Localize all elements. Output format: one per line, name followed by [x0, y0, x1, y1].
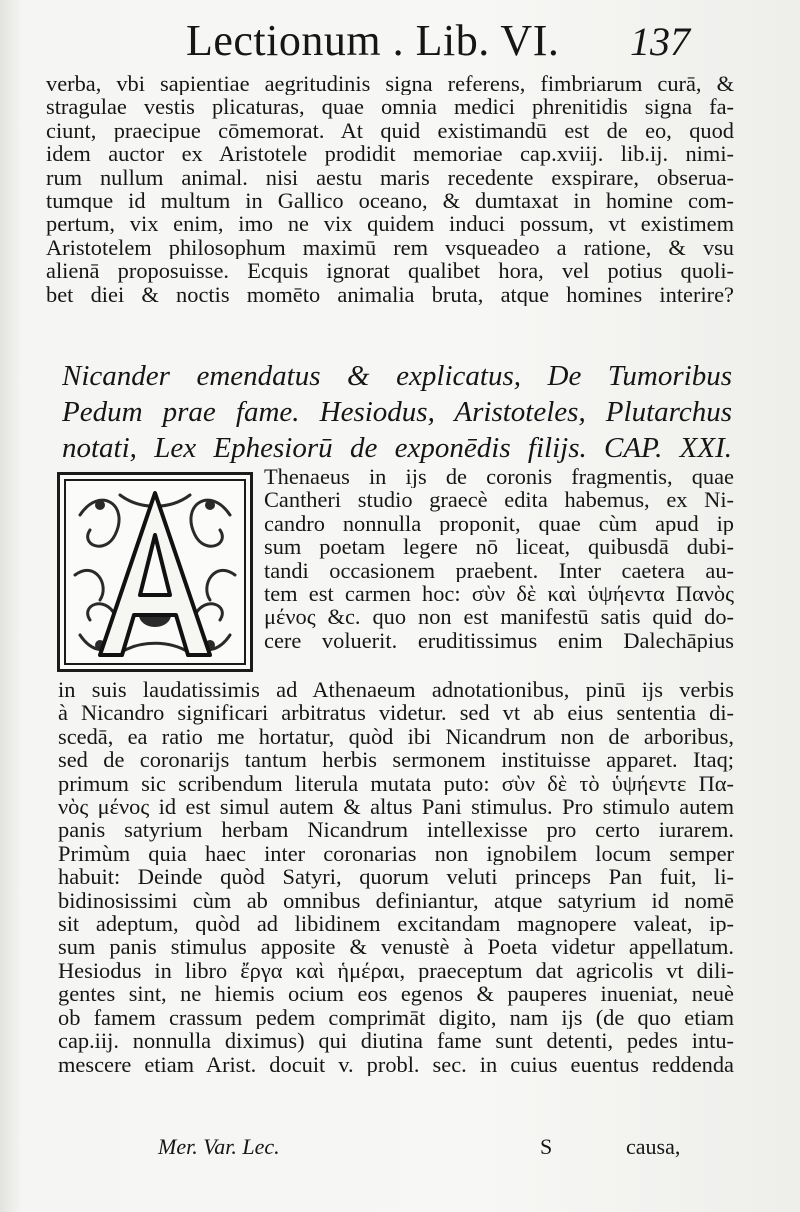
- text-line: sit adeptum, quòd ad libidinem excitandam magnopere valeat, ip-: [58, 912, 734, 936]
- text-line: candro nonnulla proponit, quae cùm apud ip: [264, 511, 734, 536]
- text-line: idem auctor ex Aristotele prodidit memoriae cap.xviij. lib.ij. nimi-: [46, 142, 734, 166]
- text-line: νὸς μένος id est simul autem & altus Pani stimulus. Pro stimulo autem: [58, 795, 734, 819]
- text-line: rum nullum animal. nisi aestu maris recedente exspirare, obserua-: [46, 165, 734, 190]
- page-number: 137: [630, 19, 690, 64]
- text-line: bet diei & noctis momēto animalia bruta, atque homines interire?: [46, 282, 734, 307]
- text-line: tem est carmen hoc: σὺν δὲ καὶ ὑψήεντα Πανὸς: [264, 582, 734, 606]
- text-line: Aristotelem philosophum maximū rem vsqueadeo a ratione, & vsu: [46, 235, 734, 260]
- text-line: Cantheri studio graecè edita habemus, ex Ni-: [264, 488, 734, 512]
- text-line: tandi occasionem praebent. Inter caetera au-: [264, 558, 734, 583]
- text-line: in suis laudatissimis ad Athenaeum adnotationibus, pinū ijs verbis: [58, 678, 734, 702]
- text-line: mescere etiam Arist. docuit v. probl. sec. in cuius euentus reddenda: [58, 1052, 734, 1076]
- drop-cap-initial: [57, 472, 253, 672]
- text-line: Primùm quia haec inter coronarias non ignobilem locum semper: [58, 841, 734, 866]
- gathering-signature: S: [540, 1134, 553, 1159]
- ornament-icon: [60, 475, 250, 669]
- text-line: scedā, ea ratio me hortatur, quòd ibi Nicandrum non de arboribus,: [58, 724, 734, 749]
- text-line: verba, vbi sapientiae aegritudinis signa referens, fimbriarum curā, &: [46, 72, 734, 96]
- text-line: gentes sint, ne hiemis ocium eos egenos & pauperes inueniat, neuè: [58, 982, 734, 1006]
- running-title: Lectionum . Lib. VI.: [186, 16, 560, 65]
- paragraph-intro: [46, 72, 734, 306]
- text-line: ob famem crassum pedem comprimāt digito, nam ijs (de quo etiam: [58, 1005, 734, 1030]
- text-line: pertum, vix enim, imo ne vix quidem induci possum, vt existimem: [46, 212, 734, 236]
- text-line: sum panis stimulus apposite & venustè à Poeta videtur appellatum.: [58, 935, 734, 959]
- text-line: habuit: Deinde quòd Satyri, quorum veluti princeps Pan fuit, li-: [58, 865, 734, 889]
- text-line: cere voluerit. eruditissimus enim Dalechāpius: [264, 628, 734, 653]
- text-line: Hesiodus in libro ἔργα καὶ ἡμέραι, praeceptum dat agricolis vt dili-: [58, 958, 734, 983]
- footer-signature-title: Mer. Var. Lec.: [158, 1134, 280, 1159]
- text-line: cap.iij. nonnulla diximus) qui diutina fame sunt detenti, pedes intu-: [58, 1029, 734, 1053]
- text-line: bidinosissimi cùm ab omnibus definiantur, atque satyrium id nomē: [58, 888, 734, 913]
- heading-line: Nicander emendatus & explicatus, De Tumoribus: [62, 360, 732, 392]
- text-line: ciunt, praecipue cōmemorat. At quid existimandū est de eo, quod: [46, 118, 734, 143]
- text-line: sum poetam legere nō liceat, quibusdā dubi-: [264, 535, 734, 559]
- text-line: sed de coronarijs tantum herbis sermonem instituisse apparet. Itaq;: [58, 748, 734, 772]
- paragraph-opening: [264, 465, 734, 652]
- text-line: à Nicandro significari arbitratus videtur. sed vt ab eius sententia di-: [58, 701, 734, 725]
- text-line: tumque id multum in Gallico oceano, & dumtaxat in homine com-: [46, 189, 734, 213]
- chapter-heading: [62, 358, 732, 466]
- page-footer: [0, 1132, 800, 1162]
- paragraph-main: [58, 678, 734, 1076]
- catchword: causa,: [626, 1134, 681, 1159]
- text-line: μένος &c. quo non est manifestū satis quid do-: [264, 605, 734, 629]
- text-line: Thenaeus in ijs de coronis fragmentis, quae: [264, 465, 734, 489]
- text-line: panis satyrium herbam Nicandrum intellexisse pro certo iurarem.: [58, 818, 734, 842]
- text-line: stragulae vestis plicaturas, quae omnia medici phrenitidis signa fa-: [46, 95, 734, 119]
- text-line: primum sic scribendum literula mutata puto: σὺν δὲ τὸ ὑψήεντε Πα-: [58, 771, 734, 796]
- heading-line: notati, Lex Ephesiorū de exponēdis filijs. CAP. XXI.: [62, 432, 732, 464]
- running-head: [0, 8, 800, 70]
- heading-line: Pedum prae fame. Hesiodus, Aristoteles, Plutarchus: [62, 396, 732, 428]
- text-line: alienā proposuisse. Ecquis ignorat qualibet hora, vel potius quoli-: [46, 259, 734, 283]
